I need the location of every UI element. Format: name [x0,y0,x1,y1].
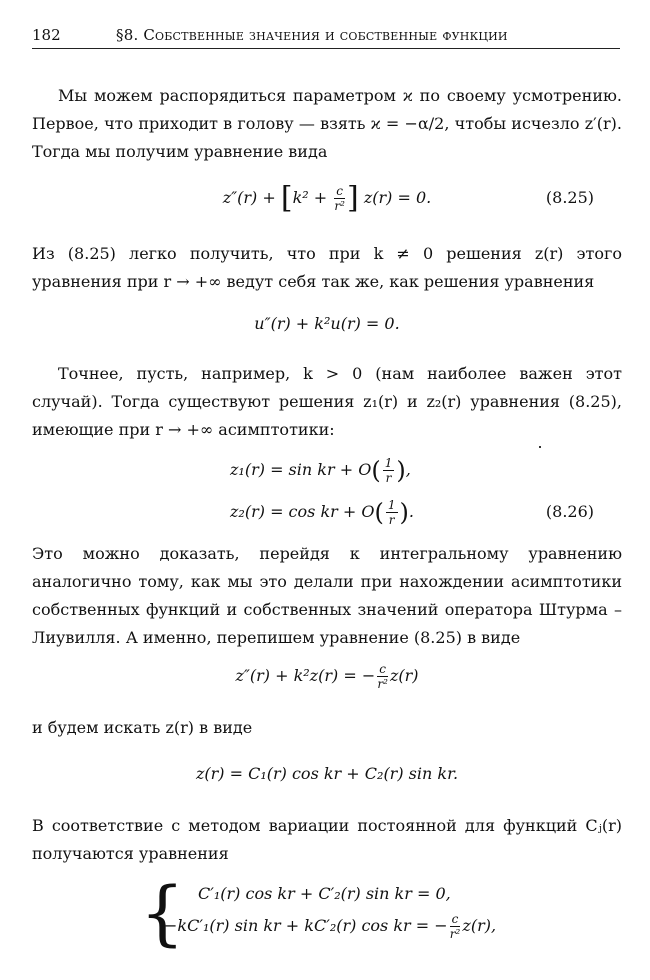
fraction-numerator: 1 [384,456,393,470]
fraction-numerator: c [451,912,459,926]
paragraph-3: Точнее, пусть, например, k > 0 (нам наиболее важен этот случай). Тогда существуют решения z₁(r) и z₂(r) уравнения (8.25), имеющие при r → +∞ асимптотики: [32,364,622,439]
paren-open: ( [374,498,384,527]
equation-number-8-26: (8.26) [545,502,594,521]
fraction-denominator: r² [334,199,345,213]
system-brace: { [140,872,185,954]
fraction-denominator: r [388,513,395,527]
fraction-1-over-r [386,499,398,526]
fraction-c-over-r2 [450,913,461,940]
fraction-numerator: c [379,662,386,676]
system-line-2 [164,908,496,944]
equation-ansatz: z(r) = C₁(r) cos kr + C₂(r) sin kr. [195,764,459,783]
header-rule [32,48,620,49]
rewrite-left: z″(r) + k²z(r) = − [235,666,376,685]
fraction-c-over-r2 [334,185,345,212]
paren-close: ) [396,456,406,485]
equation-rewrite [32,656,622,696]
system-line2-left: −kC′₁(r) sin kr + kC′₂(r) cos kr = − [164,916,448,935]
paragraph-6: В соответствие с методом вариации постоянной для функций Cⱼ(r) получаются уравнения [32,816,622,863]
eq826-line1-tail: , [405,460,411,479]
equation-number-8-25: (8.25) [545,188,594,207]
section-title: §8. Собственные значения и собственные функции [116,26,508,44]
eq826-line2-tail: . [408,502,414,521]
equation-8-25 [32,178,622,218]
system-line2-right: z(r), [462,916,497,935]
eq825-right: z(r) = 0. [358,188,432,207]
fraction-denominator: r [385,471,392,485]
paragraph-1: Мы можем распорядиться параметром ϰ по своему усмотрению. Первое, что приходит в голову — взять ϰ = −α/2, чтобы исчезло z′(r). Тогда мы получим уравнение вида [32,86,622,161]
equation-8-26-line1 [32,450,622,490]
fraction-c-over-r2 [377,663,388,690]
fraction-denominator: r² [377,677,388,691]
page-number: 182 [32,26,61,44]
left-bracket: [ [280,180,293,216]
fraction-numerator: c [336,184,344,198]
rewrite-right: z(r) [389,666,419,685]
paren-open: ( [371,456,381,485]
equation-8-26-line2 [32,492,622,532]
paragraph-4: Это можно доказать, перейдя к интегральному уравнению аналогично тому, как мы это делали при нахождении асимптотики собственных функций и собственных значений оператора Штурма – Лиувилля. А именно, перепишем уравнение (8.25) в виде [32,544,622,647]
eq826-line1-left: z₁(r) = sin kr + O [230,460,372,479]
eq825-k2: k² + [292,188,333,207]
paren-close: ) [399,498,409,527]
running-header [32,26,620,50]
print-speck [539,446,541,448]
paragraph-5: и будем искать z(r) в виде [32,718,253,737]
fraction-denominator: r² [449,927,461,941]
equation-u: u″(r) + k²u(r) = 0. [254,314,400,333]
eq825-left: z″(r) + [222,188,281,207]
system-line-1: C′₁(r) cos kr + C′₂(r) sin kr = 0, [198,884,451,903]
fraction-numerator: 1 [387,498,396,512]
paragraph-2: Из (8.25) легко получить, что при k ≠ 0 решения z(r) этого уравнения при r → +∞ ведут себя так же, как решения уравнения [32,244,622,291]
eq826-line2-left: z₂(r) = cos kr + O [230,502,375,521]
right-bracket: ] [347,180,359,216]
fraction-1-over-r [383,457,395,484]
